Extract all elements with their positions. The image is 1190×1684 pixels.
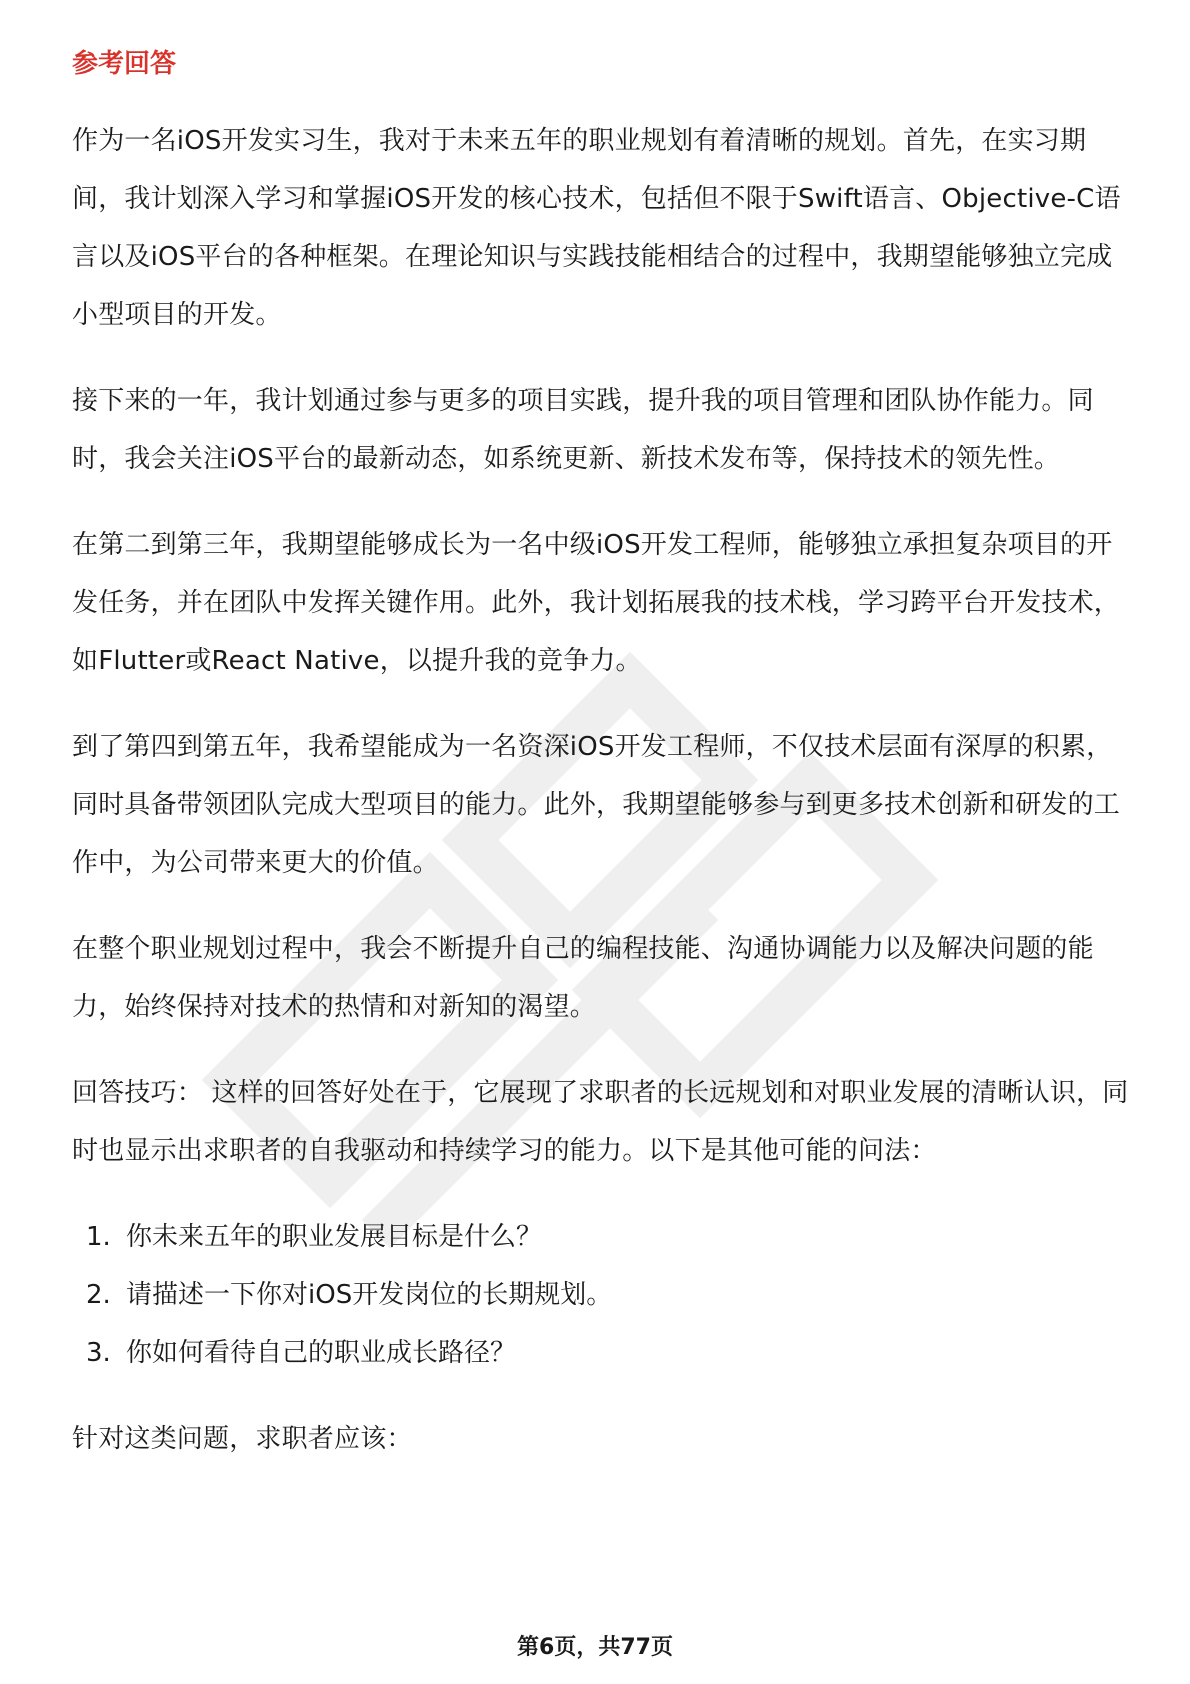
list-item-number: 1. <box>86 1222 111 1252</box>
answer-paragraph-2: 接下来的一年，我计划通过参与更多的项目实践，提升我的项目管理和团队协作能力。同时，我会关注iOS平台的最新动态，如系统更新、新技术发布等，保持技术的领先性。 <box>72 386 1094 474</box>
list-item-text: 请描述一下你对iOS开发岗位的长期规划。 <box>126 1280 613 1310</box>
list-item-number: 3. <box>86 1338 111 1368</box>
list-item <box>72 1208 1132 1266</box>
section-title: 参考回答 <box>72 49 177 79</box>
main-content <box>72 44 1132 1496</box>
list-item <box>72 1324 1132 1382</box>
answer-paragraph-3: 在第二到第三年，我期望能够成长为一名中级iOS开发工程师，能够独立承担复杂项目的开发任务，并在团队中发挥关键作用。此外，我计划拓展我的技术栈，学习跨平台开发技术，如Flutter或React Native，以提升我的竞争力。 <box>72 530 1121 676</box>
list-item <box>72 1266 1132 1324</box>
answer-paragraph-4: 到了第四到第五年，我希望能成为一名资深iOS开发工程师，不仅技术层面有深厚的积累，同时具备带领团队完成大型项目的能力。此外，我期望能够参与到更多技术创新和研发的工作中，为公司带来更大的价值。 <box>72 732 1121 878</box>
page-number-footer: 第6页，共77页 <box>517 1635 673 1660</box>
list-item-number: 2. <box>86 1280 111 1310</box>
list-item-text: 你未来五年的职业发展目标是什么？ <box>126 1222 543 1252</box>
answer-paragraph-5: 在整个职业规划过程中，我会不断提升自己的编程技能、沟通协调能力以及解决问题的能力，始终保持对技术的热情和对新知的渴望。 <box>72 934 1094 1022</box>
list-item-text: 你如何看待自己的职业成长路径？ <box>126 1338 517 1368</box>
tips-paragraph: 回答技巧： 这样的回答好处在于，它展现了求职者的长远规划和对职业发展的清晰认识，同时也显示出求职者的自我驱动和持续学习的能力。以下是其他可能的问法： <box>72 1078 1129 1166</box>
closing-paragraph: 针对这类问题，求职者应该： <box>72 1424 413 1454</box>
answer-paragraph-1: 作为一名iOS开发实习生，我对于未来五年的职业规划有着清晰的规划。首先，在实习期间，我计划深入学习和掌握iOS开发的核心技术，包括但不限于Swift语言、Objective-C语言以及iOS平台的各种框架。在理论知识与实践技能相结合的过程中，我期望能够独立完成小型项目的开发。 <box>72 126 1121 330</box>
alternative-questions-list <box>72 1208 1132 1382</box>
